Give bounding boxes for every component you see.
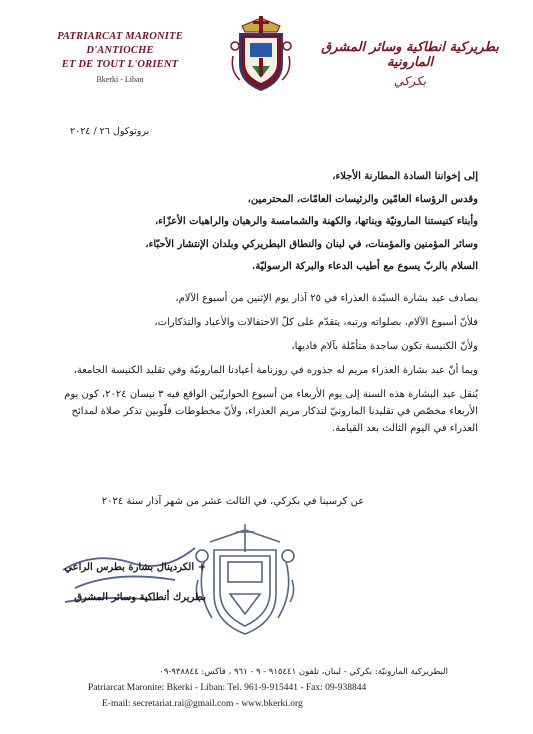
salutation-line: وقدس الرؤساء العامّين والرئيسات العامّات، المحترمين،: [247, 193, 478, 205]
body-paragraph: يُنقل عيد البشارة هذه السنة إلى يوم الأربعاء من أسبوع الحواريّين الواقع فيه ٣ نيسان ٢٠٢٤، كون يوم الأربعاء مخصّص في تقليدنا المارونيّ لتذكار مريم العذراء، ولأنّ مخطوطات قلّوبين تذكر صلاة لمدائح العذراء في اليوم الثالث بعد القيامة.: [64, 389, 478, 434]
salutation-block: [52, 168, 478, 281]
protocol-number: بروتوكول ٢٦ / ٢٠٢٤: [70, 126, 150, 137]
salutation-line: وأبناء كنيستنا المارونيّة وبناتها، والكهنة والشمامسة والرهبان والراهبات الأعزّاء،: [154, 216, 478, 227]
footer-arabic-contact: البطريركية المارونيّة: بكركي - لبنان، تلفون ٩١٥٤٤١ - ٩ - ٩٦١ ، فاكس: ٩٣٨٨٤٤-٠٩: [159, 667, 448, 677]
letterhead-ar-title: بطريركية انطاكية وسائر المشرق المارونية: [321, 40, 499, 70]
footer-email-web: E-mail: secretariat.rai@gmail.com - www.bkerki.org: [102, 699, 303, 709]
signature-block: [56, 553, 206, 613]
body-paragraph: ولأنّ الكنيسة تكون ساجدة متأمّلة بآلام فاديها،: [291, 341, 478, 352]
letterhead-fr-line2: ET DE TOUT L'ORIENT: [61, 59, 179, 70]
coat-of-arms-icon: [228, 16, 294, 92]
letter-body: [52, 290, 478, 444]
letterhead-fr-line1: PATRIARCAT MARONITE D'ANTIOCHE: [57, 31, 183, 56]
letterhead-ar-location: بكركي: [393, 74, 427, 88]
letterhead-french: [30, 30, 210, 84]
footer-french-contact: Patriarcat Maronite: Bkerki - Liban: Tel. 961-9-915441 - Fax: 09-938844: [88, 683, 367, 693]
closing-line: عن كرسينا في بكركي، في الثالث عشر من شهر آذار سنة ٢٠٢٤: [101, 496, 365, 507]
body-paragraph: فلأنّ أسبوع الآلام، بصلواته ورتبه، يتقدّم على كلّ الاحتفالات والأعياد والتذكارات،: [154, 317, 478, 328]
signatory-name: + الكردينال بشارة بطرس الراعي: [64, 562, 206, 573]
letterhead-footer: [88, 664, 448, 712]
salutation-line: السلام بالربّ يسوع مع أطيب الدعاء والبركة الرسوليّة.: [251, 261, 478, 272]
body-paragraph: يصادف عيد بشارة السيّدة العذراء في ٢٥ آذار يوم الإثنين من أسبوع الآلام،: [175, 293, 478, 304]
signatory-title: بطريرك أنطاكية وسائر المشرق: [74, 592, 206, 603]
body-paragraph: وبما أنّ عيد بشارة العذراء مريم له جذوره في روزنامة أعيادنا المارونيّة وفي تقليد الكنيسة الجامعة،: [73, 365, 478, 376]
salutation-line: إلى إخواننا السادة المطارنة الأجلاء،: [332, 171, 478, 182]
patriarchal-seal-icon: [190, 522, 300, 640]
letterhead-arabic: [315, 40, 505, 88]
salutation-line: وسائر المؤمنين والمؤمنات، في لبنان والنطاق البطريركي وبلدان الإنتشار الأحبّاء،: [145, 238, 478, 250]
letterhead-fr-location: Bkerki - Liban: [96, 75, 144, 84]
